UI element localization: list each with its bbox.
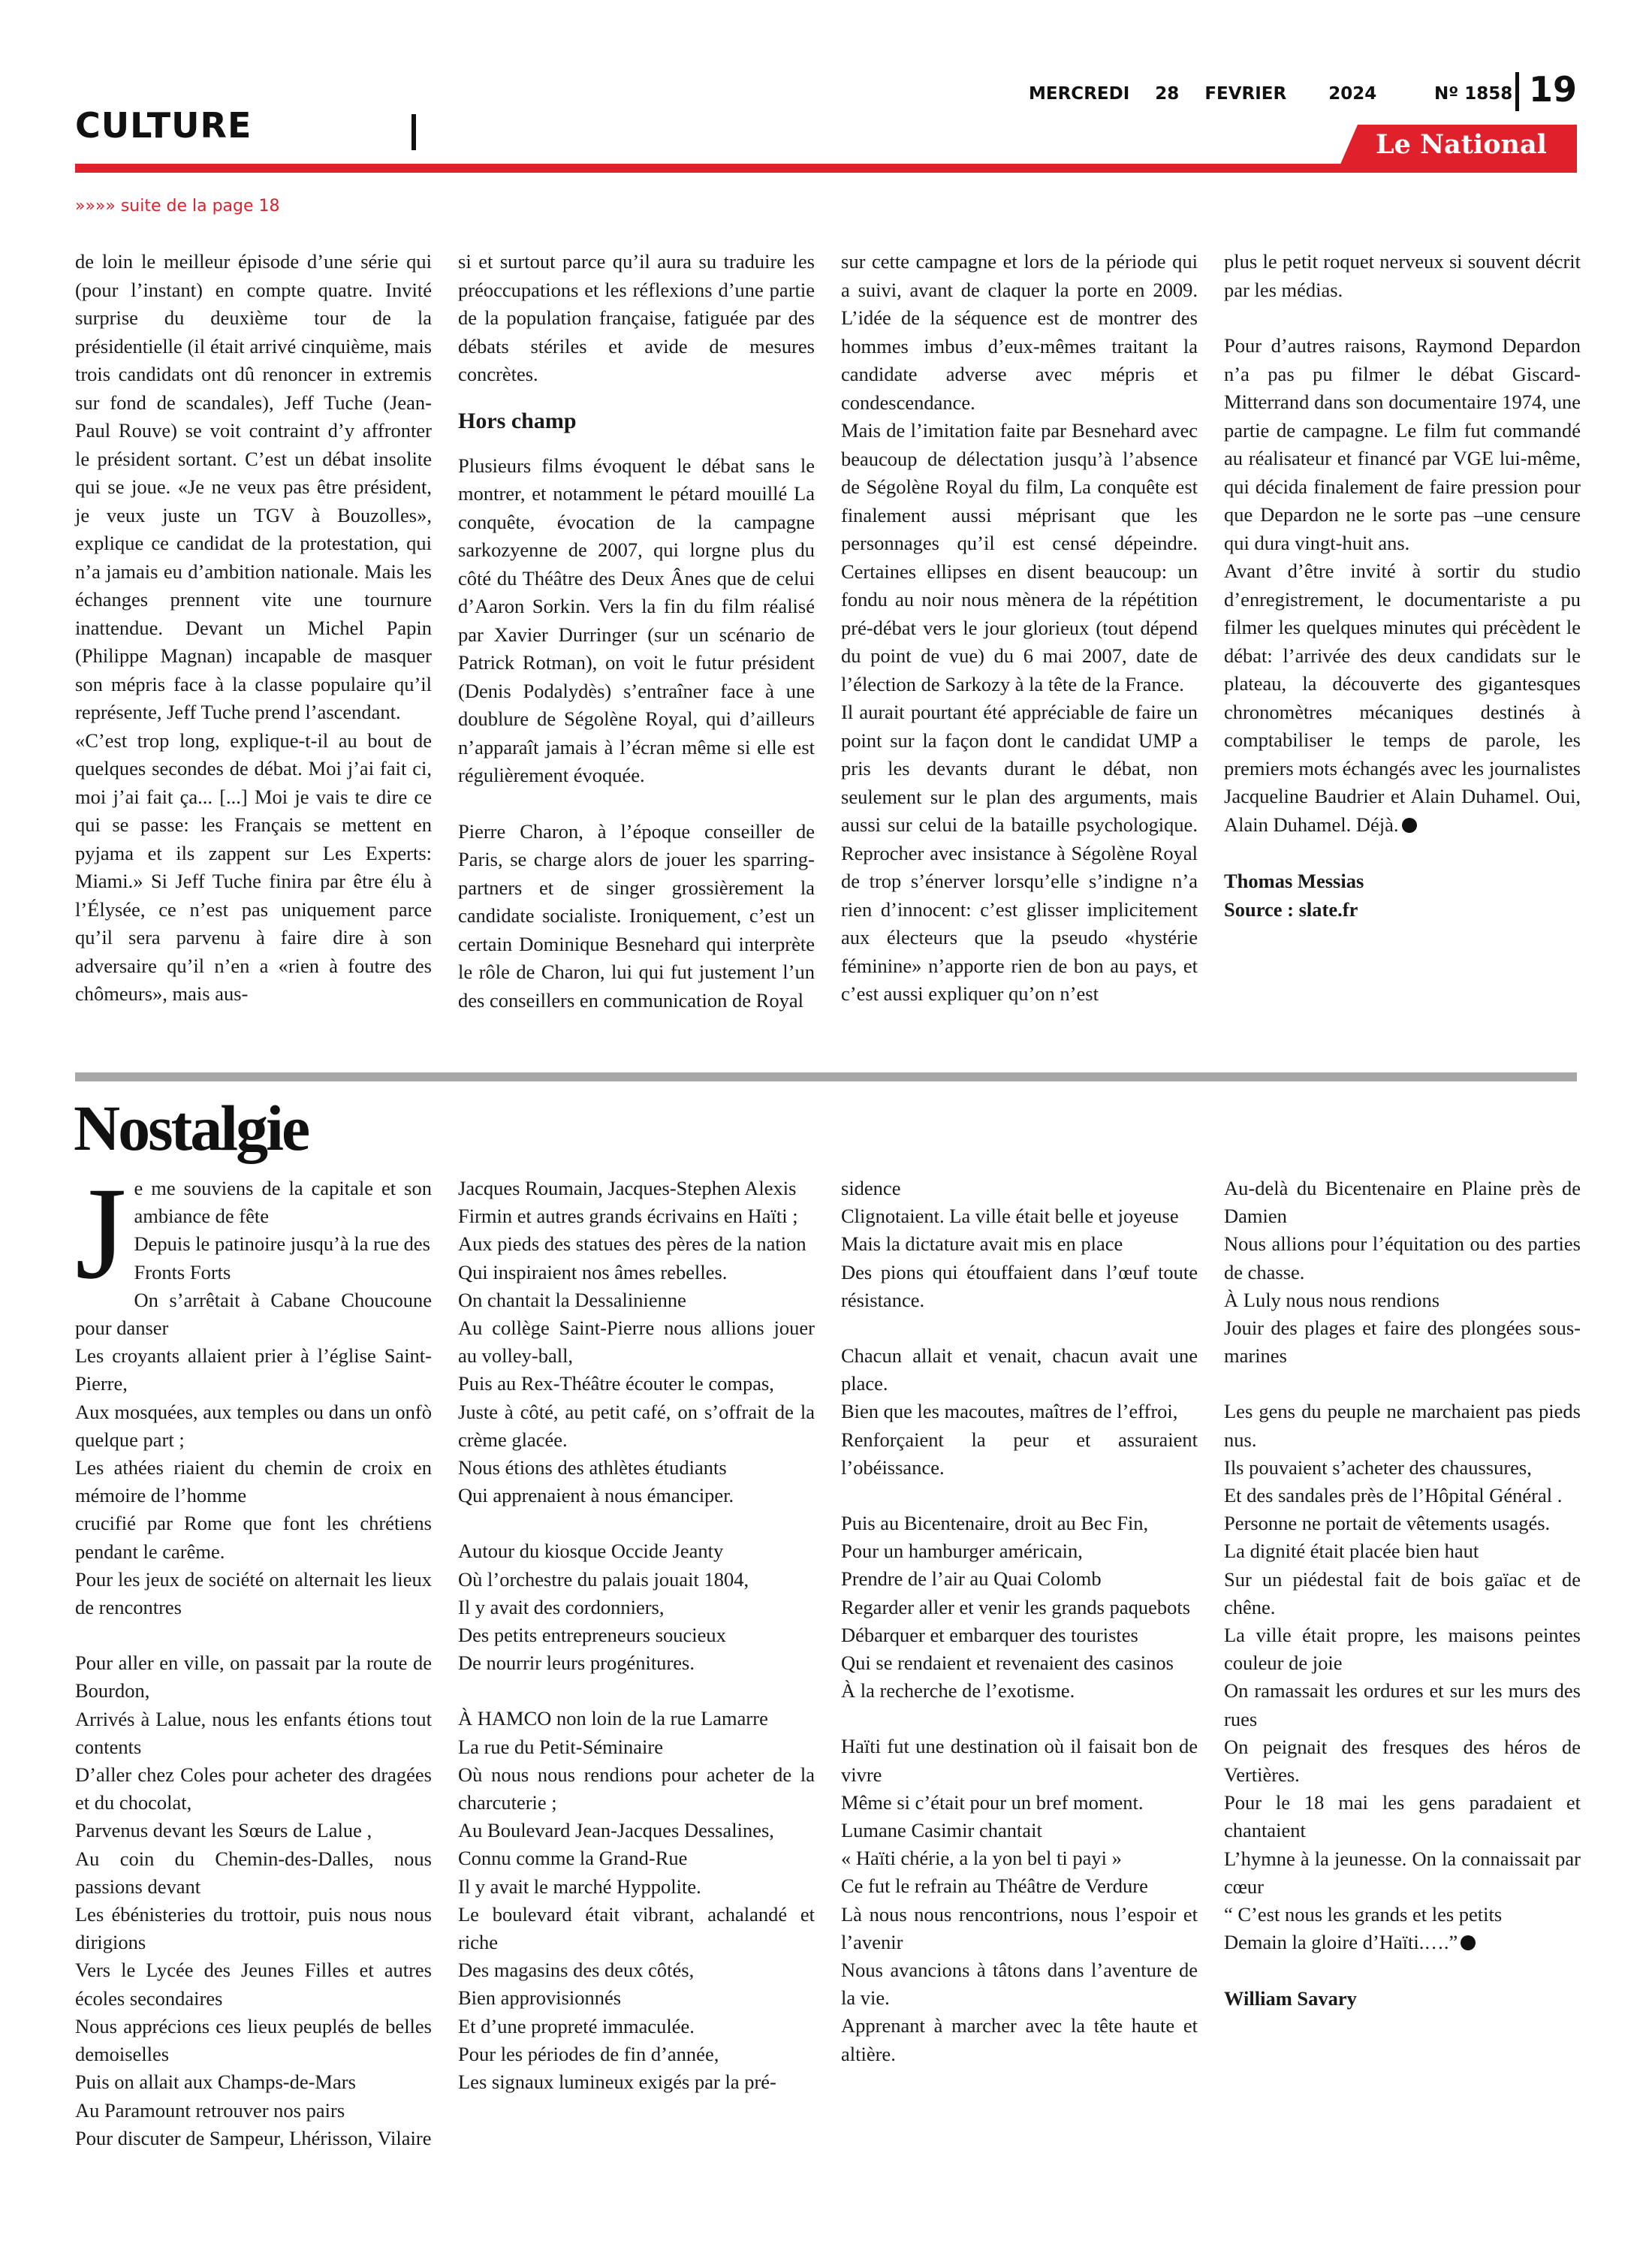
article-paragraph: Plusieurs films évoquent le débat sans le montrer, et notamment le pétard mouillé La conquête, évocation de la campagne sarkozyenne de 2007, qui lorgne plus du côté du Théâtre des Deux Ânes que de celui d’Aaron Sorkin. Vers la fin du film réalisé par Xavier Durringer (sur un scénario de Patrick Rotman), on voit le futur président (Denis Podalydès) s’entraîner face à une doublure de Ségolène Royal, qui d’ailleurs n’apparaît jamais à l’écran même si elle est régulièrement évoquée. bbox=[458, 454, 815, 786]
poem-stanza bbox=[1224, 1175, 1581, 1370]
section-divider bbox=[75, 1072, 1577, 1081]
date-year: 2024 bbox=[1328, 84, 1377, 104]
poem-line: Mais la dictature avait mis en place bbox=[841, 1232, 1123, 1256]
poem-line: “ C’est nous les grands et les petits bbox=[1224, 1903, 1503, 1926]
poem-line: « Haïti chérie, a la yon bel ti payi » bbox=[841, 1847, 1122, 1870]
article-subheading: Hors champ bbox=[458, 408, 577, 433]
article-paragraph: Pour d’autres raisons, Raymond Depardon n’a pas pu filmer le débat Giscard-Mitterrand dans son documentaire 1974, une partie de campagne. Le film fut commandé au réalisateur et financé par VGE lui-même, qui décida finalement de faire pression pour que Depardon ne le sorte pas –une censure qui dura vingt-huit ans. bbox=[1224, 334, 1581, 554]
poem-line: Parvenus devant les Sœurs de Lalue , bbox=[75, 1819, 372, 1842]
poem-line: sidence bbox=[841, 1177, 901, 1199]
page-number-divider bbox=[1515, 72, 1519, 111]
article-paragraph: Il aurait pourtant été appréciable de faire un point sur la façon dont le candidat UMP a pris les devants durant le débat, non seulement sur le plan des arguments, mais aussi sur celui de la bataille psychologique. Reprocher avec insistance à Ségolène Royal de trop s’énerver lorsqu’elle s’indigne n’a rien d’innocent: c’est glisser implicitement aux électeurs que la pseudo «hystérie féminine» n’apporte rien de bon au pays, et c’est aussi expliquer qu’on n’est bbox=[841, 701, 1198, 1005]
poem-line: Autour du kiosque Occide Jeanty bbox=[458, 1540, 724, 1563]
poem-stanza bbox=[458, 1175, 815, 1510]
poem-stanza bbox=[75, 1649, 432, 2152]
poem-stanza bbox=[75, 1286, 432, 1621]
poem-line: Même si c’était pour un bref moment. bbox=[841, 1790, 1144, 1814]
poem-line: Jacques Roumain, Jacques-Stephen Alexis bbox=[458, 1177, 797, 1199]
poem-line: Aux pieds des statues des pères de la nation bbox=[458, 1232, 806, 1256]
header-divider bbox=[411, 114, 416, 150]
poem-line: Connu comme la Grand-Rue bbox=[458, 1847, 688, 1870]
article-column-2 bbox=[458, 248, 815, 1015]
poem-line: Les croyants allaient prier à l’église Saint-Pierre, bbox=[75, 1344, 432, 1395]
article-paragraph: plus le petit roquet nerveux si souvent décrit par les médias. bbox=[1224, 250, 1581, 301]
poem-line: Bien approvisionnés bbox=[458, 1986, 622, 2010]
poem-line: Là nous nous rencontrions, nous l’espoir et l’avenir bbox=[841, 1902, 1198, 1953]
poem-line: Au coin du Chemin-des-Dalles, nous passions devant bbox=[75, 1847, 432, 1898]
poem-stanza bbox=[1224, 1398, 1581, 1956]
drop-cap: J bbox=[75, 1160, 127, 1307]
article-author: Thomas Messias bbox=[1224, 870, 1364, 892]
poem-line: Des pions qui étouffaient dans l’œuf toute résistance. bbox=[841, 1260, 1198, 1311]
poem-line: Ce fut le refrain au Théâtre de Verdure bbox=[841, 1874, 1148, 1898]
article-paragraph: sur cette campagne et lors de la période qui a suivi, avant de claquer la porte en 2009. L’idée de la séquence est de montrer des hommes imbus d’eux-mêmes traitant la candidate adverse avec mépris et condescendance. bbox=[841, 250, 1198, 414]
poem-line: Les signaux lumineux exigés par la pré- bbox=[458, 2071, 776, 2094]
poem-line: À HAMCO non loin de la rue Lamarre bbox=[458, 1707, 768, 1730]
section-title: CULTURE bbox=[75, 105, 252, 146]
poem-line: La dignité était placée bien haut bbox=[1224, 1540, 1479, 1563]
poem-line: Au Paramount retrouver nos pairs bbox=[75, 2098, 345, 2122]
poem-line: Personne ne portait de vêtements usagés. bbox=[1224, 1512, 1551, 1535]
poem-line: Apprenant à marcher avec la tête haute et altière. bbox=[841, 2014, 1198, 2065]
poem-line: Des magasins des deux côtés, bbox=[458, 1959, 695, 1982]
poem-line: Il y avait des cordonniers, bbox=[458, 1595, 665, 1618]
article-column-3 bbox=[841, 248, 1198, 1009]
poem-line: L’hymne à la jeunesse. On la connaissait par cœur bbox=[1224, 1847, 1581, 1898]
poem-line: La ville était propre, les maisons peintes couleur de joie bbox=[1224, 1624, 1581, 1675]
poem-line: Vers le Lycée des Jeunes Filles et autres écoles secondaires bbox=[75, 1959, 432, 2010]
poem-line: Nous étions des athlètes étudiants bbox=[458, 1456, 727, 1479]
poem-line: Lumane Casimir chantait bbox=[841, 1819, 1042, 1842]
article-paragraph: si et surtout parce qu’il aura su traduire les préoccupations et les réflexions d’une partie de la population française, fatiguée par des débats stériles et avide de mesures concrètes. bbox=[458, 250, 815, 385]
poem-line: Bien que les macoutes, maîtres de l’effroi, bbox=[841, 1400, 1178, 1423]
poem-line: Regarder aller et venir les grands paquebots bbox=[841, 1595, 1191, 1618]
poem-line: Prendre de l’air au Quai Colomb bbox=[841, 1567, 1102, 1591]
poem-line: Il y avait le marché Hyppolite. bbox=[458, 1874, 701, 1898]
article-paragraph bbox=[1224, 557, 1581, 839]
end-of-poem-icon bbox=[1461, 1935, 1476, 1950]
date-number: 28 bbox=[1155, 84, 1180, 104]
poem-title: Nostalgie bbox=[74, 1092, 309, 1164]
poem-author: William Savary bbox=[1224, 1987, 1357, 2010]
poem-line: Sur un piédestal fait de bois gaïac et de chêne. bbox=[1224, 1567, 1581, 1618]
poem-line: Demain la gloire d’Haïti.….” bbox=[1224, 1929, 1581, 1956]
article-column-1 bbox=[75, 248, 432, 1009]
issue-number: Nº 1858 bbox=[1434, 84, 1513, 104]
poem-line: Où l’orchestre du palais jouait 1804, bbox=[458, 1567, 749, 1591]
poem-line: Firmin et autres grands écrivains en Haïti ; bbox=[458, 1205, 798, 1228]
poem-line: On chantait la Dessalinienne bbox=[458, 1288, 686, 1311]
poem-line: Des petits entrepreneurs soucieux bbox=[458, 1624, 726, 1647]
article-paragraph: «C’est trop long, explique-t-il au bout de quelques secondes de débat. Moi j’ai fait ci, moi j’ai fait ça... [...] Moi je vais te dire ce qui se passe: les Français se mettent en pyjama et ils zappent sur Les Experts: Miami.» Si Jeff Tuche finira par être élu à l’Élysée, ce n’est pas uniquement parce qu’il sera parvenu à faire dire à son adversaire qu’il n’en a «rien à foutre des chômeurs», mais aus- bbox=[75, 728, 432, 1005]
poem-line: La rue du Petit-Séminaire bbox=[458, 1735, 664, 1758]
poem-line: Puis au Rex-Théâtre écouter le compas, bbox=[458, 1372, 774, 1395]
poem-line: Renforçaient la peur et assuraient l’obéissance. bbox=[841, 1428, 1198, 1479]
poem-line: Le boulevard était vibrant, achalandé et riche bbox=[458, 1902, 815, 1954]
poem-line: Au Boulevard Jean-Jacques Dessalines, bbox=[458, 1819, 774, 1842]
date-month: FEVRIER bbox=[1204, 84, 1287, 104]
poem-line: Clignotaient. La ville était belle et joyeuse bbox=[841, 1205, 1179, 1228]
poem-line: Pour aller en ville, on passait par la route de Bourdon, bbox=[75, 1651, 432, 1703]
poem-line: Depuis le patinoire jusqu’à la rue des Fronts Forts bbox=[134, 1232, 430, 1283]
poem-stanza bbox=[458, 1537, 815, 1677]
poem-line: Pour les périodes de fin d’année, bbox=[458, 2042, 719, 2065]
poem-line: e me souviens de la capitale et son ambiance de fête bbox=[134, 1177, 432, 1228]
poem-line: Et d’une propreté immaculée. bbox=[458, 2014, 695, 2037]
poem-line: Qui se rendaient et revenaient des casinos bbox=[841, 1651, 1174, 1675]
article-paragraph-text: Avant d’être invité à sortir du studio d’enregistrement, le documentariste a pu filmer les quelques minutes qui précèdent le débat: l’arrivée des deux candidats sur le plateau, la découverte des gigantesques chronomètres mécaniques destinés à comptabiliser le temps de parole, les premiers mots échangés avec les journalistes Jacqueline Baudrier et Alain Duhamel. Oui, Alain Duhamel. Déjà. bbox=[1224, 559, 1581, 836]
poem-stanza bbox=[841, 1175, 1198, 1314]
poem-line: Pour discuter de Sampeur, Lhérisson, Vilaire bbox=[75, 2126, 432, 2149]
poem-line: On peignait des fresques des héros de Vertières. bbox=[1224, 1735, 1581, 1787]
continued-from-link[interactable]: »»»» suite de la page 18 bbox=[75, 197, 280, 216]
poem-line: Aux mosquées, aux temples ou dans un onfò quelque part ; bbox=[75, 1400, 432, 1451]
poem-line: Les gens du peuple ne marchaient pas pieds nus. bbox=[1224, 1400, 1581, 1451]
poem-line: Les ébénisteries du trottoir, puis nous nous dirigions bbox=[75, 1903, 432, 1954]
poem-line: crucifié par Rome que font les chrétiens pendant le carême. bbox=[75, 1512, 432, 1563]
poem-line: Puis on allait aux Champs-de-Mars bbox=[75, 2071, 356, 2094]
article-column-4 bbox=[1224, 248, 1581, 924]
poem-stanza bbox=[841, 1510, 1198, 1705]
page-number: 19 bbox=[1529, 69, 1578, 110]
poem-line: On ramassait les ordures et sur les murs des rues bbox=[1224, 1679, 1581, 1730]
article-paragraph: Pierre Charon, à l’époque conseiller de Paris, se charge alors de jouer les sparring-partners et de singer grossièrement la candidate socialiste. Ironiquement, c’est un certain Dominique Besnehard qui interprète le rôle de Charon, lui qui fut justement l’un des conseillers en communication de Royal bbox=[458, 819, 815, 1012]
brand-logo: Le National bbox=[1376, 129, 1547, 160]
end-of-article-icon bbox=[1402, 818, 1417, 833]
poem-line: Où nous nous rendions pour acheter de la charcuterie ; bbox=[458, 1763, 815, 1814]
poem-line: Arrivés à Lalue, nous les enfants étions tout contents bbox=[75, 1707, 432, 1758]
poem-line: Pour un hamburger américain, bbox=[841, 1540, 1083, 1563]
poem-line: Qui inspiraient nos âmes rebelles. bbox=[458, 1260, 728, 1283]
poem-line: Les athées riaient du chemin de croix en mémoire de l’homme bbox=[75, 1456, 432, 1507]
poem-line: Au collège Saint-Pierre nous allions jouer au volley-ball, bbox=[458, 1317, 815, 1368]
poem-line: Haïti fut une destination où il faisait bon de vivre bbox=[841, 1735, 1198, 1786]
poem-column-4 bbox=[1224, 1175, 1581, 2013]
poem-line: Jouir des plages et faire des plongées sous-marines bbox=[1224, 1317, 1581, 1368]
poem-stanza bbox=[841, 1733, 1198, 2068]
dateline bbox=[1029, 84, 1376, 104]
poem-line: Nous avancions à tâtons dans l’aventure de la vie. bbox=[841, 1959, 1198, 2010]
poem-line: À Luly nous nous rendions bbox=[1224, 1288, 1440, 1311]
poem-line: On s’arrêtait à Cabane Choucoune pour danser bbox=[75, 1288, 432, 1340]
poem-line: Pour les jeux de société on alternait les lieux de rencontres bbox=[75, 1567, 432, 1619]
poem-line: De nourrir leurs progénitures. bbox=[458, 1651, 695, 1675]
poem-line: À la recherche de l’exotisme. bbox=[841, 1679, 1075, 1703]
poem-line: Et des sandales près de l’Hôpital Général . bbox=[1224, 1484, 1563, 1507]
poem-line: Au-delà du Bicentenaire en Plaine près de Damien bbox=[1224, 1177, 1581, 1228]
poem-line: Ils pouvaient s’acheter des chaussures, bbox=[1224, 1455, 1532, 1479]
poem-stanza bbox=[458, 1705, 815, 2096]
poem-line: Débarquer et embarquer des touristes bbox=[841, 1623, 1138, 1646]
poem-stanza bbox=[841, 1342, 1198, 1482]
date-day: MERCREDI bbox=[1029, 84, 1130, 104]
poem-column-1 bbox=[75, 1160, 432, 2152]
poem-column-2 bbox=[458, 1175, 815, 2096]
article-paragraph: Mais de l’imitation faite par Besnehard avec beaucoup de délectation jusqu’à l’absence de Ségolène Royal du film, La conquête est finalement aussi méprisant que les personnages qu’il est censé dépeindre. Certaines ellipses en disent beaucoup: un fondu au noir nous mènera de la répétition pré-débat vers le jour glorieux (tout dépend du point de vue) du 6 mai 2007, date de l’élection de Sarkozy à la tête de la France. bbox=[841, 419, 1198, 695]
poem-line: Qui apprenaient à nous émanciper. bbox=[458, 1484, 734, 1507]
poem-line: Nous apprécions ces lieux peuplés de belles demoiselles bbox=[75, 2014, 432, 2066]
poem-line: Chacun allait et venait, chacun avait une place. bbox=[841, 1344, 1198, 1395]
article-source: Source : slate.fr bbox=[1224, 898, 1358, 921]
poem-column-3 bbox=[841, 1175, 1198, 2068]
poem-line: Juste à côté, au petit café, on s’offrait de la crème glacée. bbox=[458, 1400, 815, 1451]
poem-line: D’aller chez Coles pour acheter des dragées et du chocolat, bbox=[75, 1763, 432, 1814]
poem-line: Nous allions pour l’équitation ou des parties de chasse. bbox=[1224, 1232, 1581, 1283]
poem-line: Pour le 18 mai les gens paradaient et chantaient bbox=[1224, 1791, 1581, 1842]
poem-line: Puis au Bicentenaire, droit au Bec Fin, bbox=[841, 1512, 1149, 1535]
article-paragraph: de loin le meilleur épisode d’une série qui (pour l’instant) en compte quatre. Invité surprise du deuxième tour de la présidentielle (il était arrivé cinquième, mais trois candidats ont dû renoncer in extremis sur fond de scandales), Jeff Tuche (Jean-Paul Rouve) se voit contraint d’y affronter le président sortant. C’est un débat insolite qui se joue. «Je ne veux pas être président, je veux juste un TGV à Bouzolles», explique ce candidat de la protestation, qui n’a jamais eu d’ambition nationale. Mais les échanges prennent vite une tournure inattendue. Devant un Michel Papin (Philippe Magnan) incapable de masquer son mépris face à la classe populaire qu’il représente, Jeff Tuche prend l’ascendant. bbox=[75, 250, 432, 723]
